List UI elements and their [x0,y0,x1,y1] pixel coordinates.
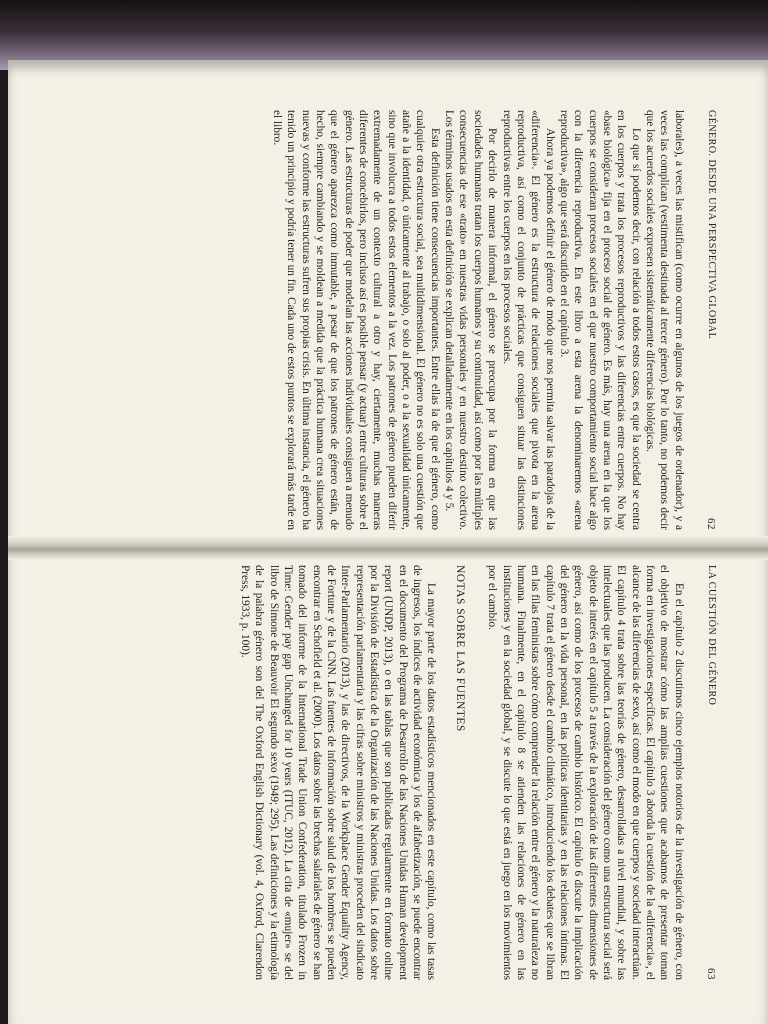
left-page-running-head: GÉNERO. DESDE UNA PERSPECTIVA GLOBAL [706,110,717,340]
right-page-header [704,565,718,980]
left-paragraph-1: laborales), a veces las mistifican (como ocurre en algunos de los juegos de ordenador), y a veces las complican (vestimenta destinada al tercer género). Por lo tanto, no podemos decir que los acuerdos sociales expresen sistemáticamente diferencias biológicas. [643,110,685,530]
left-paragraph-4: Por decirlo de manera informal, el género se preocupa por la forma en que las sociedades humanas tratan los cuerpos humanos y su continuidad, así como por las múltiples consecuencias de ese «trato» en nuestras vidas personales y en nuestro destino colectivo. Los términos usados en esta definición se explican detalladamente en los capítulos 4 y 5. [443,110,499,530]
left-page-number: 62 [705,518,717,530]
notes-paragraph-1: La mayor parte de los datos estadísticos mencionados en este capítulo, como las tasas de ingresos, los índices de actividad económica y los de alfabetización, se puede encontrar en el documento del Programa de Desarrollo de las Naciones Unidas Human development report (UNDP, 2013), o en las tablas que son publicadas regularmente en formato online por la División de Estadística de la Organización de las Naciones Unidas. Los datos sobre representación parlamentaria y las cifras sobre ministros y ministras proceden del sindicato Inter-Parlamentario (2013), y las de directivos, de la Workplace Gender Equality Agency, de Fortune y de la CNN. Las fuentes de información sobre salud de los hombres se pueden encontrar en Schofield et al. (2000). Los datos sobre las brechas salariales de género se han tomado del informe de la International Trade Union Confederation, titulado Frozen in Time: Gender pay gap Unchanged for 10 years (ITUC, 2012). La cita de «mujer» se del libro de Simone de Beauvoir El segundo sexo (1949; 295). Las definiciones y la etimología de la palabra género son del The Oxford English Dictionary (vol. 4, Oxford, Clarendon Press, 1933, p. 100). [239,565,438,980]
left-page-header [704,110,718,530]
left-paragraph-3: Ahora ya podemos definir el género de modo que nos permita salvar las paradojas de la «diferencia». El género es la estructura de relaciones sociales que pivota en la arena reproductiva, así como el conjunto de prácticas que consiguen situar las distinciones reproductivas entre los cuerpos en los procesos sociales. [500,110,556,530]
right-page-running-head: LA CUESTIÓN DEL GÉNERO [706,565,717,706]
right-page [98,565,718,980]
book-gutter [8,536,768,560]
left-page [93,110,718,530]
right-page-number: 63 [705,968,717,980]
left-paragraph-5: Esta definición tiene consecuencias importantes. Entre ellas la de que el género, como cualquier otra estructura social, sea multidimensional. El género no es solo una cuestión que atañe a la identidad, o únicamente al trabajo, o solo al poder, o a la sexualidad únicamente, sino que involucra a todos estos elementos a la vez. Los patrones de género pueden diferir extremadamente de un contexto cultural a otro y hay, ciertamente, muchas maneras diferentes de concebirlos, pero incluso así es posible pensar (y actuar) entre culturas sobre el género. Las estructuras de poder que modelan las acciones individuales consiguen a menudo que el género aparezca como inmutable, a pesar de que los patrones de género están, de hecho, siempre cambiando y se moldean a medida que la práctica humana crea situaciones nuevas y conforme las estructuras sufren sus propias crisis. En última instancia, el género ha tenido un principio y podría tener un fin. Cada uno de estos puntos se explorará más tarde en el libro. [271,110,441,530]
right-paragraph-1: En el capítulo 2 discutimos cinco ejemplos notorios de la investigación de género, con el objetivo de mostrar cómo las amplias cuestiones que acabamos de presentar toman forma en investigaciones específicas. El capítulo 3 aborda la cuestión de la «diferencia», el alcance de las diferencias de sexo, así como el modo en que cuerpos y sociedad interactúan. El capítulo 4 trata sobre las teorías de género, desarrolladas a nivel mundial, y sobre las intelectuales que las producen. La consideración del género como una estructura social será objeto de interés en el capítulo 5 a través de la exploración de las diferentes dimensiones de género, así como de los procesos de cambio histórico. El capítulo 6 discute la implicación del género en la vida personal, en las políticas identitarias y en las relaciones íntimas. El capítulo 7 trata el género desde el cambio climático, introduciendo los debates que se libran en las filas feministas sobre cómo comprender la relación entre el género y la naturaleza no humana. Finalmente, en el capítulo 8 se atienden las relaciones de género en las instituciones y en la sociedad global, y se discute lo que está en juego en los movimientos por el cambio. [486,565,685,980]
left-paragraph-2: Lo que sí podemos decir, con relación a todos estos casos, es que la sociedad se centra en los cuerpos y trata los procesos reproductivos y las diferencias entre cuerpos. No hay «base biológica» fija en el proceso social de género. Es más, hay una arena en la que los cuerpos se consideran procesos sociales en el que nuestro comportamiento social hace algo con la diferencia reproductiva. En este libro a esta arena la denominaremos «arena reproductiva», algo que será discutido en el capítulo 3. [557,110,642,530]
section-title: NOTAS SOBRE LAS FUENTES [453,565,466,732]
